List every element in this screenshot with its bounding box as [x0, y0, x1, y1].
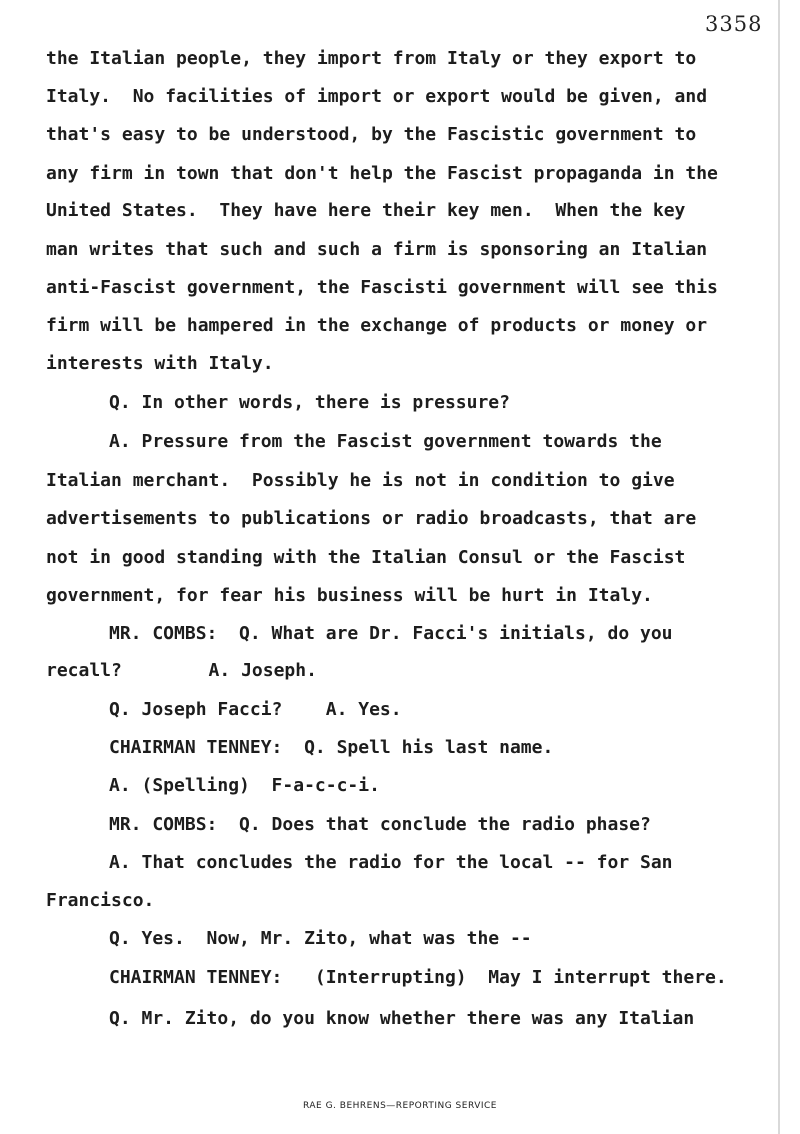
page-edge: [778, 0, 780, 1134]
transcript-line: government, for fear his business will be hurt in Italy.: [46, 585, 653, 606]
transcript-line: CHAIRMAN TENNEY: (Interrupting) May I interrupt there.: [109, 967, 727, 988]
transcript-line: Q. Yes. Now, Mr. Zito, what was the --: [109, 928, 532, 949]
transcript-line: MR. COMBS: Q. What are Dr. Facci's initials, do you: [109, 623, 673, 644]
transcript-line: Q. Mr. Zito, do you know whether there was any Italian: [109, 1008, 695, 1029]
transcript-line: A. (Spelling) F-a-c-c-i.: [109, 775, 380, 796]
transcript-line: A. Pressure from the Fascist government towards the: [109, 431, 662, 452]
transcript-line: A. That concludes the radio for the local -- for San: [109, 852, 673, 873]
transcript-line: the Italian people, they import from Italy or they export to: [46, 48, 697, 69]
transcript-line: advertisements to publications or radio broadcasts, that are: [46, 508, 697, 529]
transcript-line: Francisco.: [46, 890, 155, 911]
transcript-line: United States. They have here their key men. When the key: [46, 200, 686, 221]
page-number: 3358: [705, 12, 763, 36]
transcript-line: Italian merchant. Possibly he is not in condition to give: [46, 470, 675, 491]
transcript-line: firm will be hampered in the exchange of products or money or: [46, 315, 708, 336]
reporter-footer: RAE G. BEHRENS—REPORTING SERVICE: [302, 1101, 497, 1111]
transcript-line: interests with Italy.: [46, 353, 274, 374]
transcript-line: Q. In other words, there is pressure?: [109, 392, 510, 413]
transcript-line: Q. Joseph Facci? A. Yes.: [109, 699, 402, 720]
transcript-line: recall? A. Joseph.: [46, 660, 317, 681]
transcript-line: anti-Fascist government, the Fascisti government will see this: [46, 277, 718, 298]
transcript-line: not in good standing with the Italian Consul or the Fascist: [46, 547, 686, 568]
transcript-line: man writes that such and such a firm is sponsoring an Italian: [46, 239, 708, 260]
transcript-line: MR. COMBS: Q. Does that conclude the radio phase?: [109, 814, 651, 835]
transcript-line: that's easy to be understood, by the Fascistic government to: [46, 124, 697, 145]
transcript-line: Italy. No facilities of import or export would be given, and: [46, 86, 708, 107]
transcript-line: CHAIRMAN TENNEY: Q. Spell his last name.: [109, 737, 554, 758]
transcript-line: any firm in town that don't help the Fascist propaganda in the: [46, 163, 718, 184]
